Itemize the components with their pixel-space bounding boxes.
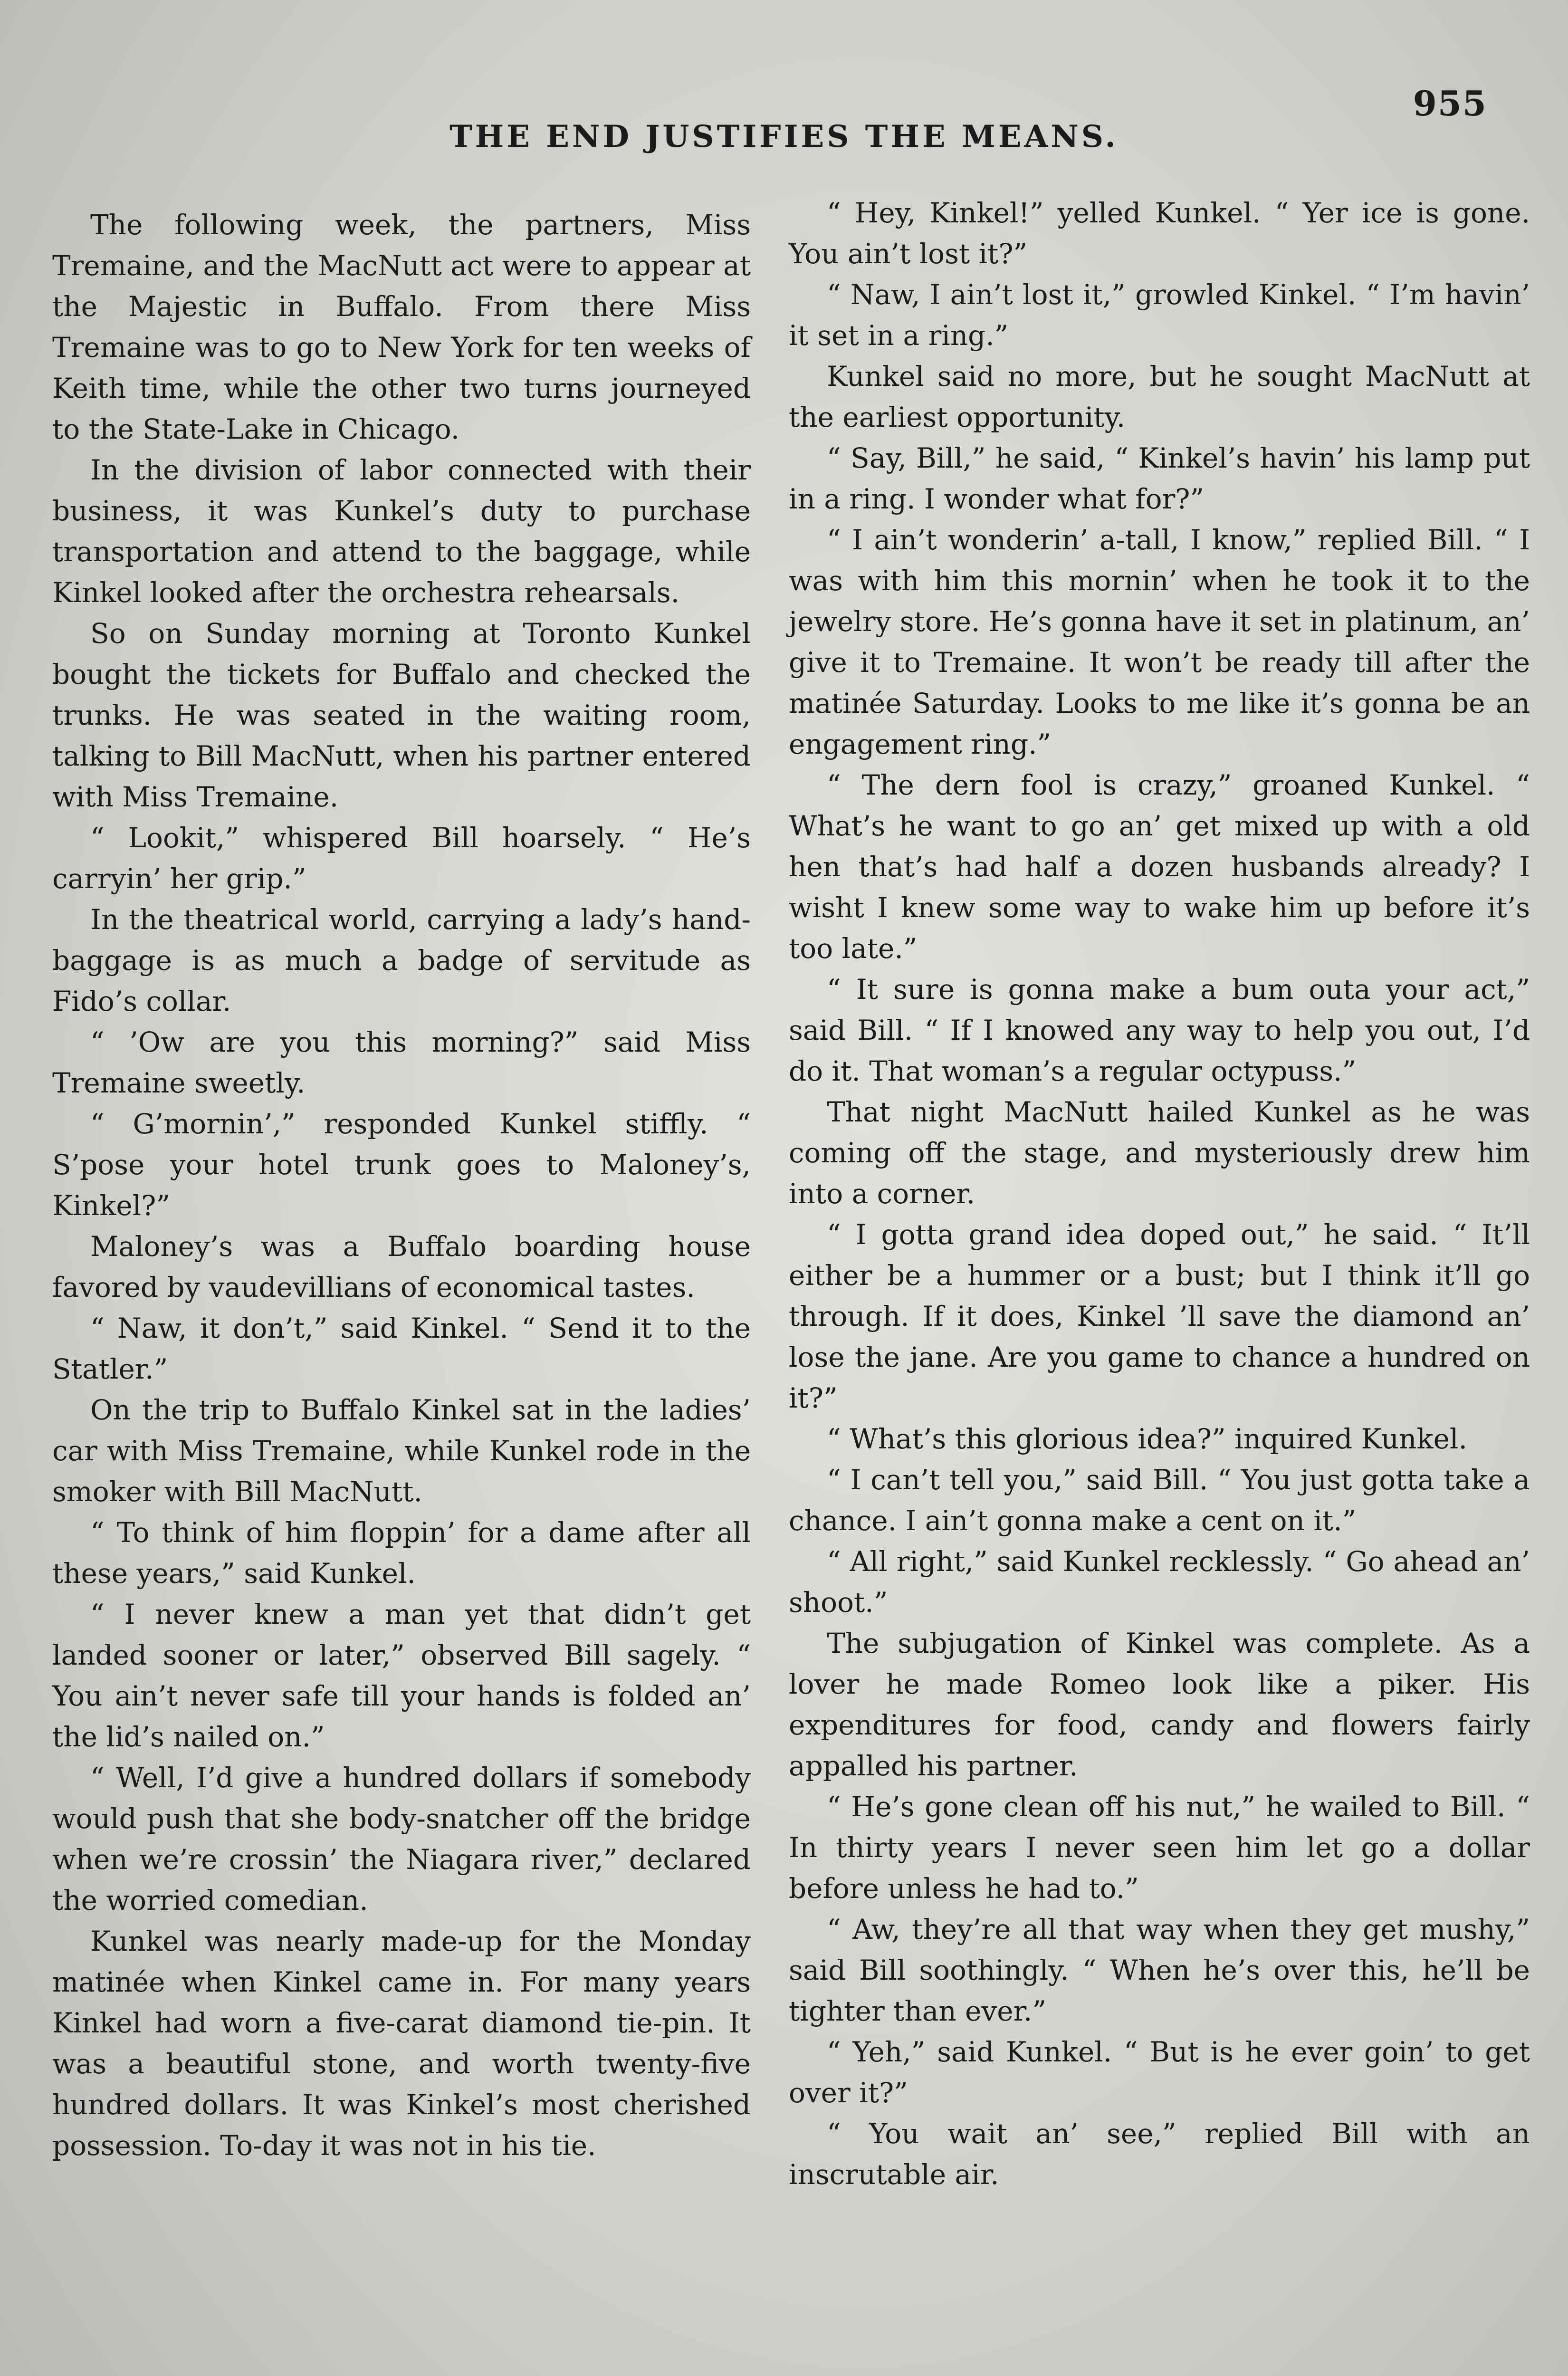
paragraph: On the trip to Buffalo Kinkel sat in the ladies’ car with Miss Tremaine, while Kunkel rode in the smoker with Bill MacNutt. [52,1394,751,1508]
page-number: 955 [1413,83,1487,124]
paragraph: The subjugation of Kinkel was complete. As a lover he made Romeo look like a piker. His expenditures for food, candy and flowers fairly appalled his partner. [789,1627,1530,1782]
paragraph: So on Sunday morning at Toronto Kunkel bought the tickets for Buffalo and checked the trunks. He was seated in the waiting room, talking to Bill MacNutt, when his partner entered with Miss Tremaine. [52,617,751,813]
paragraph: “ All right,” said Kunkel recklessly. “ Go ahead an’ shoot.” [789,1545,1530,1619]
paragraph: In the division of labor connected with their business, it was Kunkel’s duty to purchase transportation and attend to the baggage, while Kinkel looked after the orchestra rehearsals. [52,454,751,609]
paragraph: “ You wait an’ see,” replied Bill with an inscrutable air. [789,2117,1530,2191]
left-column [52,204,751,2166]
paragraph: “ G’mornin’,” responded Kunkel stiffly. “ S’pose your hotel trunk goes to Maloney’s, Kinkel?” [52,1108,751,1222]
paragraph: “ Naw, I ain’t lost it,” growled Kinkel. “ I’m havin’ it set in a ring.” [789,278,1530,352]
paragraph: “ ’Ow are you this morning?” said Miss Tremaine sweetly. [52,1026,751,1099]
running-head: THE END JUSTIFIES THE MEANS. [449,119,1119,154]
paragraph: “ He’s gone clean off his nut,” he wailed to Bill. “ In thirty years I never seen him let go a dollar before unless he had to.” [789,1791,1530,1905]
paragraph: “ Hey, Kinkel!” yelled Kunkel. “ Yer ice is gone. You ain’t lost it?” [789,197,1530,270]
paragraph: “ The dern fool is crazy,” groaned Kunkel. “ What’s he want to go an’ get mixed up with a old hen that’s had half a dozen husbands already? I wisht I knew some way to wake him up before it’s too late.” [789,769,1530,965]
paragraph: Maloney’s was a Buffalo boarding house favored by vaudevillians of economical tastes. [52,1230,751,1303]
paragraph: “ Well, I’d give a hundred dollars if somebody would push that she body-snatcher off the bridge when we’re crossin’ the Niagara river,” declared the worried comedian. [52,1762,751,1916]
right-column [789,192,1530,2195]
paragraph: “ Say, Bill,” he said, “ Kinkel’s havin’ his lamp put in a ring. I wonder what for?” [789,442,1530,515]
paragraph: “ Lookit,” whispered Bill hoarsely. “ He’s carryin’ her grip.” [52,822,751,895]
paragraph: “ Naw, it don’t,” said Kinkel. “ Send it to the Statler.” [52,1312,751,1385]
paragraph: “ Aw, they’re all that way when they get mushy,” said Bill soothingly. “ When he’s over this, he’ll be tighter than ever.” [789,1913,1530,2027]
paragraph: “ I never knew a man yet that didn’t get landed sooner or later,” observed Bill sagely. “ You ain’t never safe till your hands is folded an’ the lid’s nailed on.” [52,1598,751,1753]
paragraph: “ It sure is gonna make a bum outa your act,” said Bill. “ If I knowed any way to help you out, I’d do it. That woman’s a regular octypuss.” [789,973,1530,1087]
paragraph: In the theatrical world, carrying a lady’s hand-baggage is as much a badge of servitude as Fido’s collar. [52,903,751,1017]
paragraph: “ To think of him floppin’ for a dame after all these years,” said Kunkel. [52,1516,751,1590]
paragraph: Kunkel was nearly made-up for the Monday matinée when Kinkel came in. For many years Kinkel had worn a five-carat diamond tie-pin. It was a beautiful stone, and worth twenty-five hundred dollars. It was Kinkel’s most cherished possession. To-day it was not in his tie. [52,1925,751,2162]
paragraph: That night MacNutt hailed Kunkel as he was coming off the stage, and mysteriously drew him into a corner. [789,1096,1530,1210]
paragraph: “ Yeh,” said Kunkel. “ But is he ever goin’ to get over it?” [789,2036,1530,2109]
paragraph: The following week, the partners, Miss Tremaine, and the MacNutt act were to appear at the Majestic in Buffalo. From there Miss Tremaine was to go to New York for ten weeks of Keith time, while the other two turns journeyed to the State-Lake in Chicago. [52,209,751,445]
paragraph: “ I gotta grand idea doped out,” he said. “ It’ll either be a hummer or a bust; but I think it’ll go through. If it does, Kinkel ’ll save the diamond an’ lose the jane. Are you game to chance a hundred on it?” [789,1218,1530,1414]
paragraph: “ What’s this glorious idea?” inquired Kunkel. [827,1423,1467,1455]
paragraph: “ I ain’t wonderin’ a-tall, I know,” replied Bill. “ I was with him this mornin’ when he took it to the jewelry store. He’s gonna have it set in platinum, an’ give it to Tremaine. It won’t be ready till after the matinée Saturday. Looks to me like it’s gonna be an engagement ring.” [789,524,1530,760]
paragraph: Kunkel said no more, but he sought MacNutt at the earliest opportunity. [789,360,1530,433]
paragraph: “ I can’t tell you,” said Bill. “ You just gotta take a chance. I ain’t gonna make a cent on it.” [789,1464,1530,1537]
